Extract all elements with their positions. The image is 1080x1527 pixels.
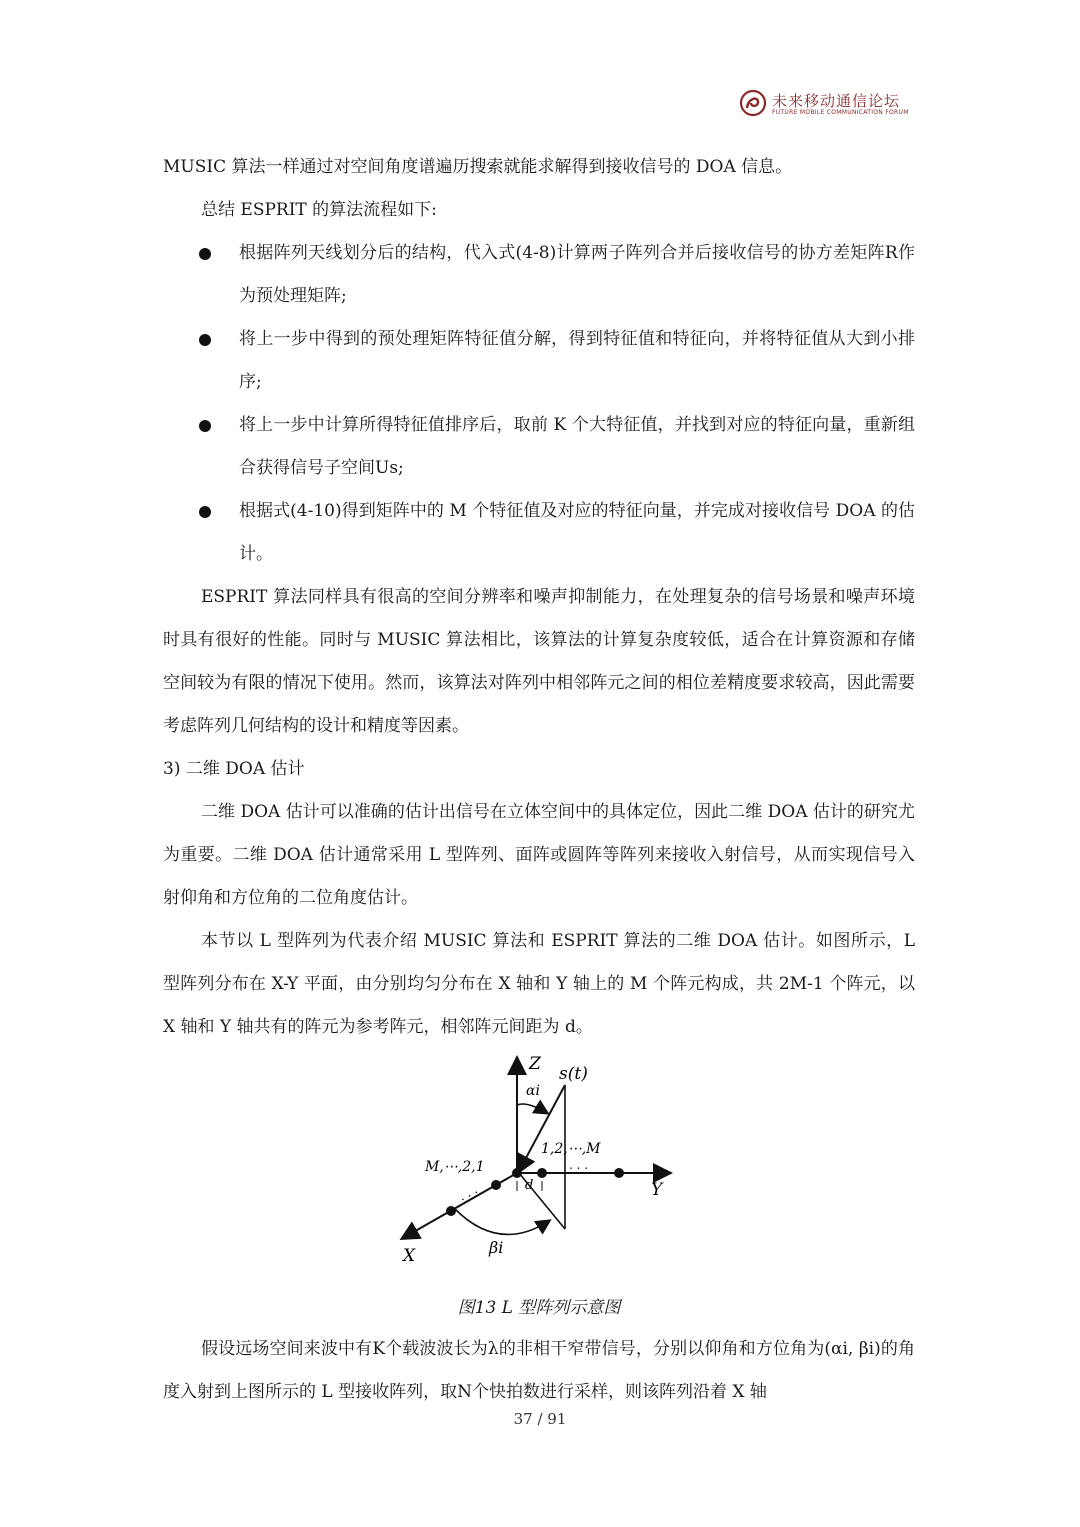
header-logo xyxy=(738,88,908,122)
list-item xyxy=(163,490,915,576)
l-array-figure xyxy=(163,1053,915,1288)
esprit-steps-list xyxy=(163,232,915,576)
paragraph-signal-model: 假设远场空间来波中有K个载波波长为λ的非相干窄带信号，分别以仰角和方位角为(αi, βi)的角度入射到上图所示的 L 型接收阵列，取N个快拍数进行采样，则该阵列沿着 X 轴 xyxy=(163,1339,915,1402)
section-heading: 3) 二维 DOA 估计 xyxy=(163,759,305,779)
paragraph-2d-doa-intro: 二维 DOA 估计可以准确的估计出信号在立体空间中的具体定位，因此二维 DOA 估计的研究尤为重要。二维 DOA 估计通常采用 L 型阵列、面阵或圆阵等阵列来接收入射信号，从而实现信号入射仰角和方位角的二位角度估计。 xyxy=(163,802,915,908)
bullet-text: 将上一步中得到的预处理矩阵特征值分解，得到特征值和特征向，并将特征值从大到小排序; xyxy=(239,329,915,392)
bullet-icon xyxy=(199,506,211,518)
page-body xyxy=(163,146,915,1414)
list-item xyxy=(163,232,915,318)
paragraph-esprit-performance: ESPRIT 算法同样具有很高的空间分辨率和噪声抑制能力，在处理复杂的信号场景和噪声环境时具有很好的性能。同时与 MUSIC 算法相比，该算法的计算复杂度较低，适合在计算资源和存储空间较为有限的情况下使用。然而，该算法对阵列中相邻阵元之间的相位差精度要求较高，因此需要考虑阵列几何结构的设计和精度等因素。 xyxy=(163,587,915,736)
bullet-icon xyxy=(199,248,211,260)
forum-logo-icon xyxy=(738,88,768,118)
bullet-text: 根据式(4-10)得到矩阵中的 M 个特征值及对应的特征向量，并完成对接收信号 DOA 的估计。 xyxy=(239,501,915,564)
y-ellipsis: . . . xyxy=(569,1158,589,1172)
x-elements-label: M,⋯,2,1 xyxy=(425,1159,485,1175)
signal-label: s(t) xyxy=(559,1064,588,1084)
y-array-element xyxy=(614,1168,624,1178)
alpha-label: αi xyxy=(526,1083,540,1099)
y-axis-label: Y xyxy=(651,1180,663,1200)
x-array-element xyxy=(446,1206,456,1216)
x-array-element xyxy=(491,1180,501,1190)
l-array-diagram xyxy=(399,1053,689,1268)
paragraph-music-continuation: MUSIC 算法一样通过对空间角度谱遍历搜索就能求解得到接收信号的 DOA 信息。 xyxy=(163,157,793,177)
logo-english-title: FUTURE MOBILE COMMUNICATION FORUM xyxy=(772,109,909,116)
list-item xyxy=(163,318,915,404)
bullet-icon xyxy=(199,334,211,346)
bullet-text: 根据阵列天线划分后的结构，代入式(4-8)计算两子阵列合并后接收信号的协方差矩阵R作为预处理矩阵; xyxy=(239,243,915,306)
list-item xyxy=(163,404,915,490)
paragraph-esprit-summary: 总结 ESPRIT 的算法流程如下: xyxy=(201,200,437,220)
x-ellipsis: . . . xyxy=(456,1182,480,1204)
logo-chinese-title: 未来移动通信论坛 xyxy=(772,92,901,110)
alpha-arc xyxy=(517,1104,547,1113)
d-label: d xyxy=(525,1178,534,1193)
y-elements-label: 1,2,⋯,M xyxy=(541,1141,601,1157)
x-axis-label: X xyxy=(403,1246,416,1266)
bullet-icon xyxy=(199,420,211,432)
y-array-element xyxy=(512,1168,522,1178)
page-number: 37 / 91 xyxy=(513,1410,567,1428)
bullet-text: 将上一步中计算所得特征值排序后，取前 K 个大特征值，并找到对应的特征向量，重新组合获得信号子空间Us; xyxy=(239,415,915,478)
z-axis-label: Z xyxy=(529,1054,541,1074)
figure-caption: 图13 L 型阵列示意图 xyxy=(457,1298,621,1318)
paragraph-l-array-description: 本节以 L 型阵列为代表介绍 MUSIC 算法和 ESPRIT 算法的二维 DOA 估计。如图所示，L 型阵列分布在 X-Y 平面，由分别均匀分布在 X 轴和 Y 轴上的 M 个阵元构成，共 2M-1 个阵元，以 X 轴和 Y 轴共有的阵元为参考阵元，相邻阵元间距为 d。 xyxy=(163,931,915,1037)
y-array-element xyxy=(537,1168,547,1178)
beta-label: βi xyxy=(489,1238,504,1257)
beta-arc xyxy=(455,1209,549,1234)
